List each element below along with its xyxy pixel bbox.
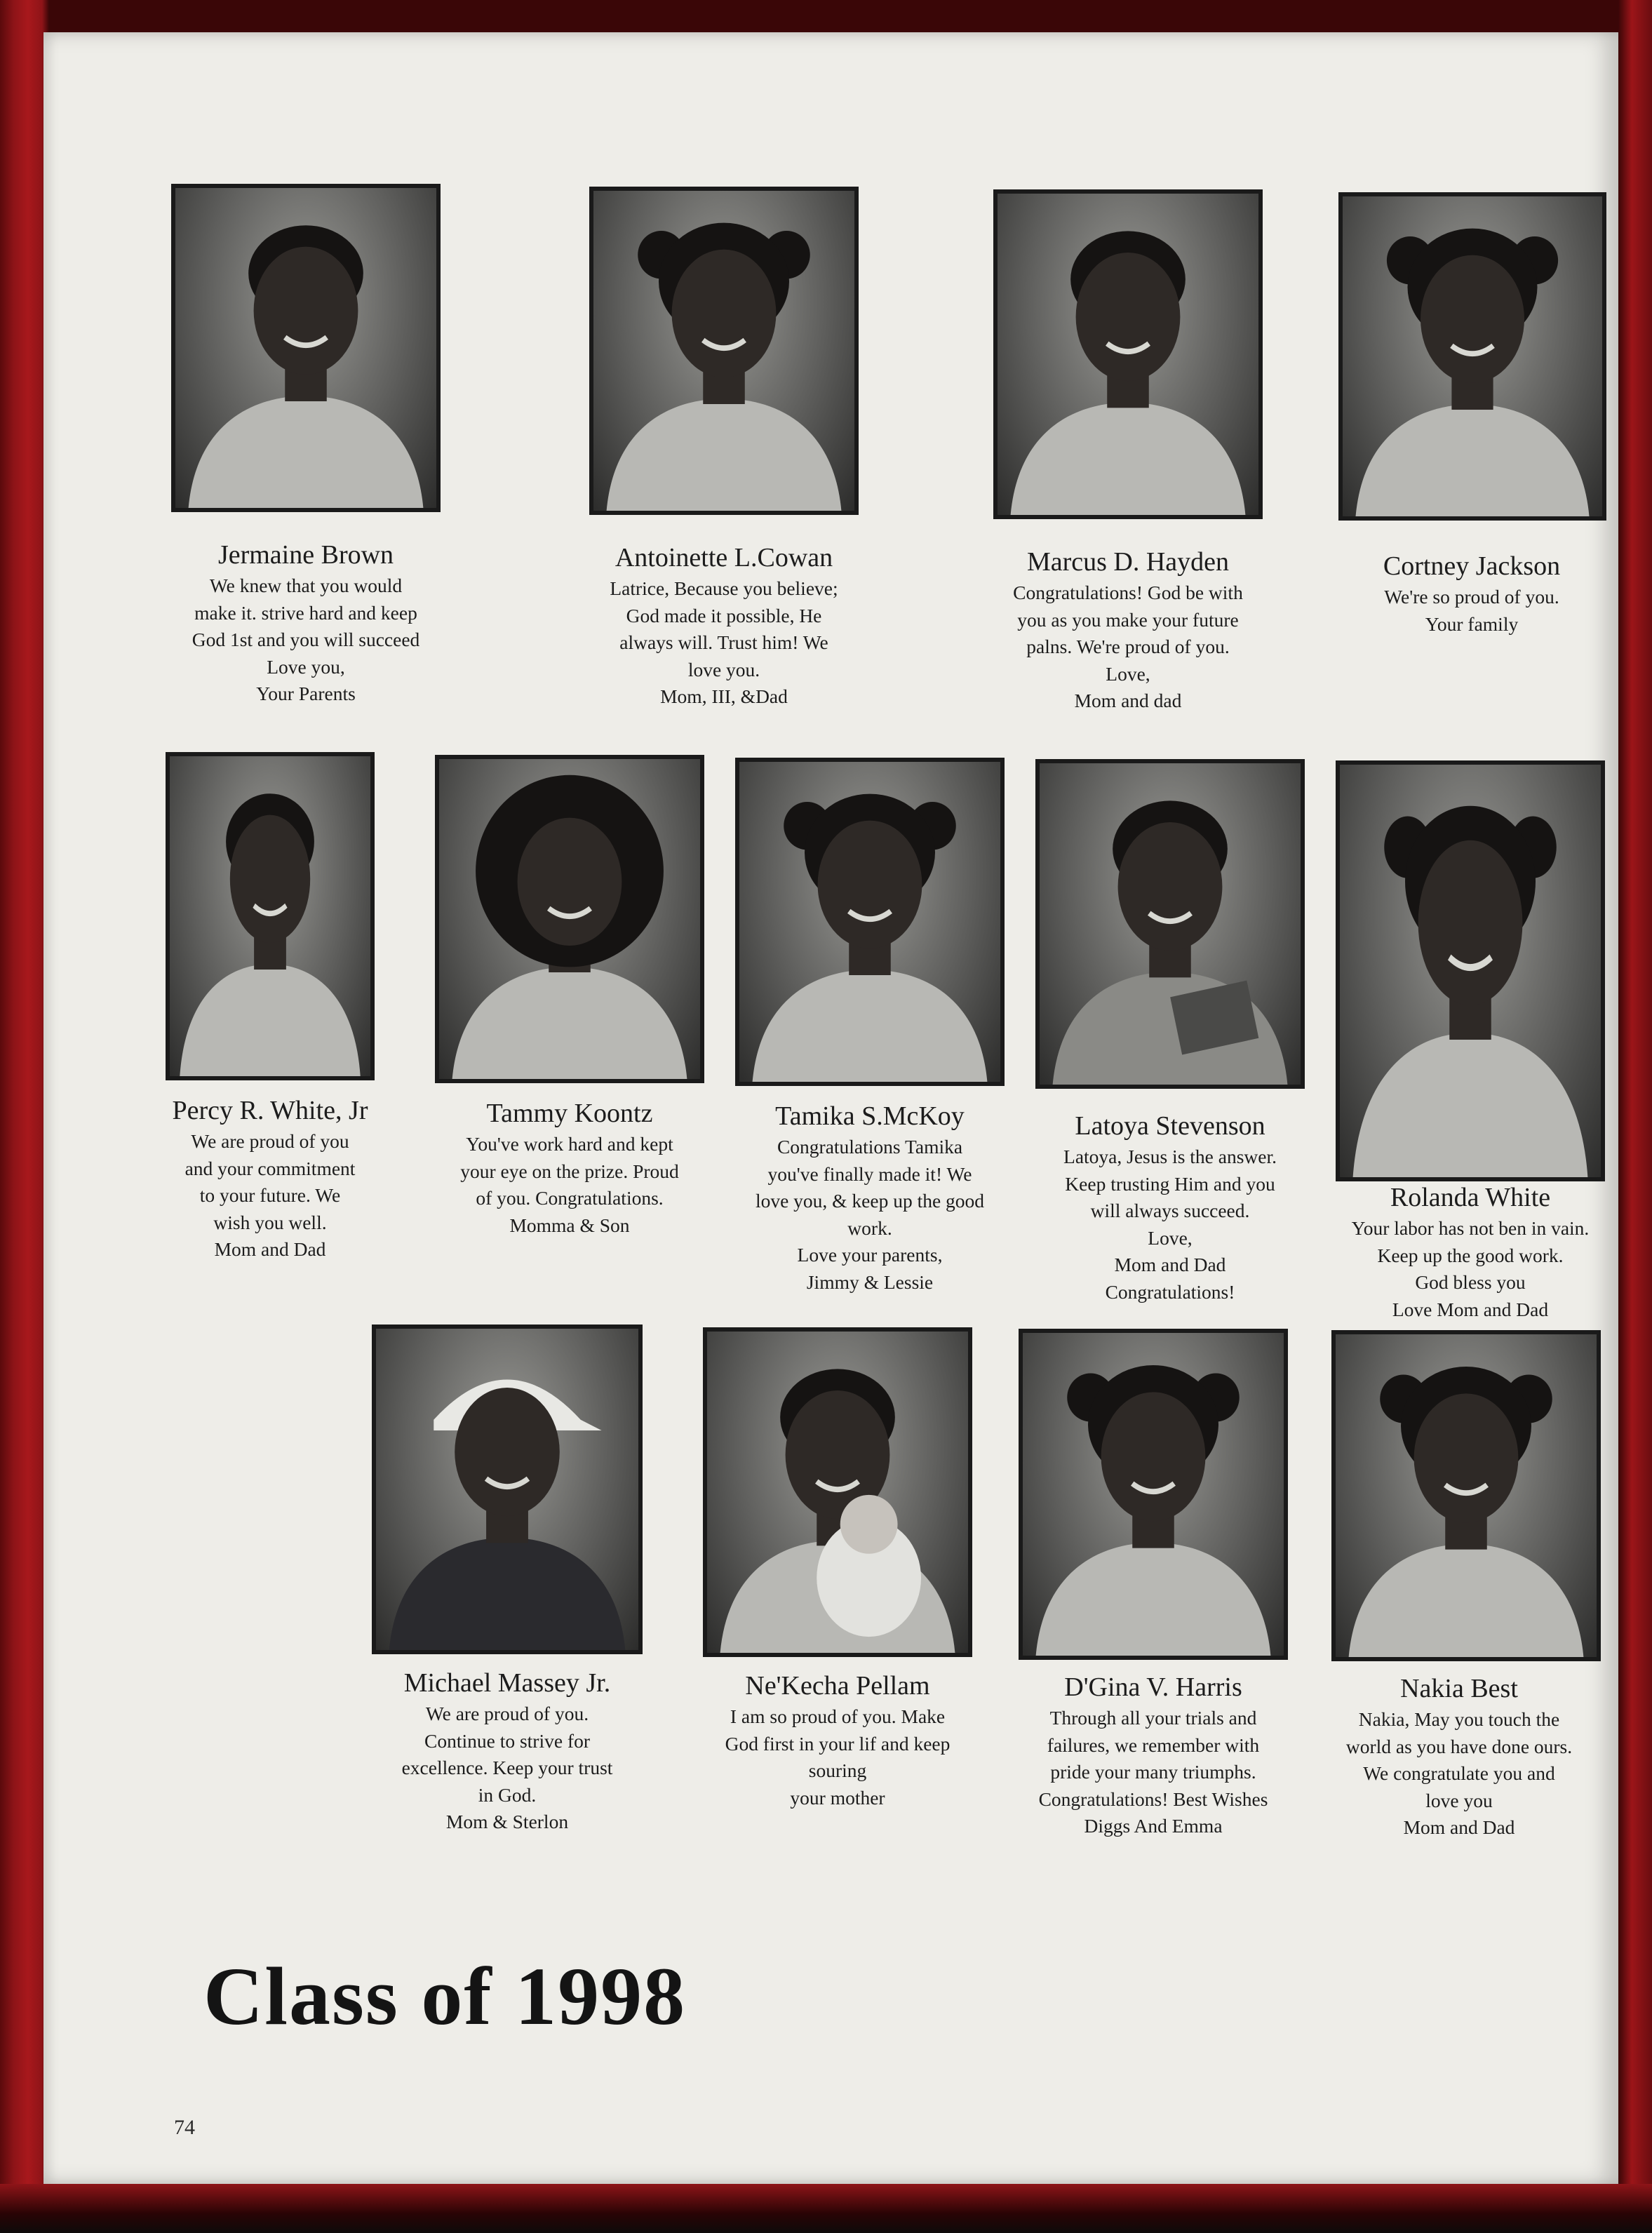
student-name: Antoinette L.Cowan [615,543,833,572]
yearbook-page [43,32,1618,2184]
student-name: Ne'Kecha Pellam [745,1671,930,1701]
student-name: Michael Massey Jr. [403,1668,611,1698]
message-line: Love, [1106,662,1150,685]
message-line: We knew that you would [209,575,403,596]
message-line: of you. Congratulations. [476,1187,664,1209]
page-title: Class of 1998 [203,1950,687,2042]
student-caption [723,1100,1017,1296]
message-line: world as you have done ours. [1345,1735,1573,1757]
message-line: in God. [478,1783,537,1806]
message-line: will always succeed. [1090,1200,1250,1221]
family-message [1312,1706,1606,1842]
message-line: God 1st and you will succeed [192,629,420,650]
message-line: wish you well. [213,1211,327,1233]
student-caption [577,542,871,711]
student-caption [690,1670,985,1811]
student-photo [1336,760,1605,1181]
message-line: Latrice, Because you believe; [610,577,838,599]
student-photo [1035,759,1305,1089]
student-name: Percy R. White, Jr [172,1096,368,1125]
message-line: excellence. Keep your trust [401,1757,613,1778]
message-line: Through all your trials and [1049,1707,1257,1729]
student-name: Latoya Stevenson [1075,1111,1265,1141]
student-name: Jermaine Brown [217,540,394,570]
book-cover-edge [1618,0,1652,2233]
student-caption [981,546,1275,715]
student-photo [166,752,375,1080]
student-name: Nakia Best [1400,1674,1518,1703]
student-caption [1324,550,1619,638]
student-photo [703,1327,972,1657]
family-message [1323,1215,1618,1323]
message-line: make it. strive hard and keep [194,601,417,624]
message-line: God bless you [1415,1271,1526,1293]
student-photo [993,189,1263,519]
message-line: always will. Trust him! We [619,631,828,653]
student-name: Marcus D. Hayden [1026,547,1230,577]
student-photo [171,184,441,512]
book-cover-bottom [0,2184,1652,2233]
message-line: Your family [1425,612,1519,635]
student-photo [1019,1329,1288,1660]
message-line: Mom and Dad [1114,1254,1226,1275]
message-line: Momma & Son [509,1214,630,1236]
message-line: work. [847,1216,892,1239]
student-caption [1023,1110,1317,1306]
message-line: you as you make your future [1017,608,1239,631]
family-message [159,572,453,708]
message-line: failures, we remember with [1047,1734,1260,1756]
student-name: Rolanda White [1390,1183,1551,1212]
family-message [360,1701,654,1836]
message-line: Continue to strive for [424,1729,590,1752]
portrait-child-icon [593,191,854,511]
family-message [1006,1705,1301,1840]
student-name: Tamika S.McKoy [775,1101,965,1131]
message-line: Your Parents [256,683,356,704]
portrait-woman-icon [439,759,700,1079]
student-photo [372,1325,643,1654]
portrait-child-icon [1343,196,1602,516]
message-line: Keep trusting Him and you [1065,1172,1275,1195]
message-line: Love Mom and Dad [1392,1298,1549,1320]
message-line: We congratulate you and [1363,1762,1555,1784]
message-line: to your future. We [199,1184,341,1206]
message-line: and your commitment [184,1157,356,1179]
family-message [123,1128,417,1263]
message-line: love you, & keep up the good [755,1190,985,1212]
message-line: Diggs And Emma [1084,1815,1223,1837]
message-line: Mom, III, &Dad [660,685,788,707]
student-photo [435,755,704,1083]
message-line: God made it possible, He [626,604,822,626]
family-message [1324,584,1619,638]
message-line: Congratulations! [1105,1280,1235,1303]
message-line: We are proud of you [191,1130,349,1152]
message-line: Congratulations! Best Wishes [1038,1788,1268,1810]
message-line: Mom and Dad [1403,1816,1515,1838]
portrait-girl-icon [1340,765,1601,1177]
message-line: Mom and dad [1074,690,1182,711]
family-message [723,1134,1017,1296]
message-line: Keep up the good work. [1377,1244,1564,1266]
message-line: Congratulations! God be with [1013,582,1243,603]
student-caption [1323,1181,1618,1323]
message-line: God first in your lif and keep [725,1732,951,1755]
student-photo [589,187,859,515]
student-caption [1006,1671,1301,1840]
student-photo [1338,192,1606,521]
message-line: You've work hard and kept [466,1133,673,1155]
student-name: D'Gina V. Harris [1064,1672,1242,1702]
message-line: Mom & Sterlon [445,1811,569,1832]
message-line: palns. We're proud of you. [1026,636,1230,657]
family-message [981,579,1275,715]
message-line: Love your parents, [797,1244,943,1266]
message-line: love you. [687,658,760,680]
message-line: Mom and Dad [214,1238,326,1260]
portrait-child-icon [1336,1334,1597,1657]
message-line: you've finally made it! We [767,1162,972,1185]
message-line: your mother [790,1786,885,1809]
portrait-boy-icon [170,756,370,1076]
student-name: Tammy Koontz [486,1099,653,1128]
portrait-child-icon [1023,1333,1284,1656]
family-message [690,1703,985,1811]
message-line: love you [1425,1789,1493,1811]
message-line: Latoya, Jesus is the answer. [1063,1146,1277,1167]
message-line: Congratulations Tamika [777,1136,963,1158]
message-line: Nakia, May you touch the [1358,1708,1560,1730]
portrait-scout-icon [376,1329,638,1650]
family-message [1023,1144,1317,1306]
message-line: souring [808,1759,867,1781]
family-message [577,575,871,711]
message-line: your eye on the prize. Proud [460,1160,679,1182]
page-number: 74 [174,2116,195,2139]
student-caption [123,1094,417,1263]
message-line: I am so proud of you. Make [730,1705,946,1727]
message-line: Love you, [267,655,345,678]
student-caption [360,1667,654,1836]
portrait-mother-baby-icon [707,1332,968,1653]
message-line: Love, [1148,1226,1193,1249]
message-line: pride your many triumphs. [1050,1761,1256,1783]
student-caption [1312,1672,1606,1842]
student-name: Cortney Jackson [1383,551,1561,581]
message-line: We're so proud of you. [1384,586,1559,608]
student-photo [1331,1330,1601,1661]
student-caption [422,1097,717,1239]
family-message [422,1131,717,1239]
student-caption [159,539,453,708]
student-photo [735,758,1005,1086]
portrait-graduate-icon [1040,763,1301,1085]
portrait-girl-icon [739,762,1000,1082]
message-line: We are proud of you. [425,1703,589,1724]
message-line: Your labor has not ben in vain. [1351,1217,1590,1239]
portrait-boy-icon [998,194,1258,515]
message-line: Jimmy & Lessie [806,1270,934,1293]
portrait-young-man-icon [175,188,436,508]
